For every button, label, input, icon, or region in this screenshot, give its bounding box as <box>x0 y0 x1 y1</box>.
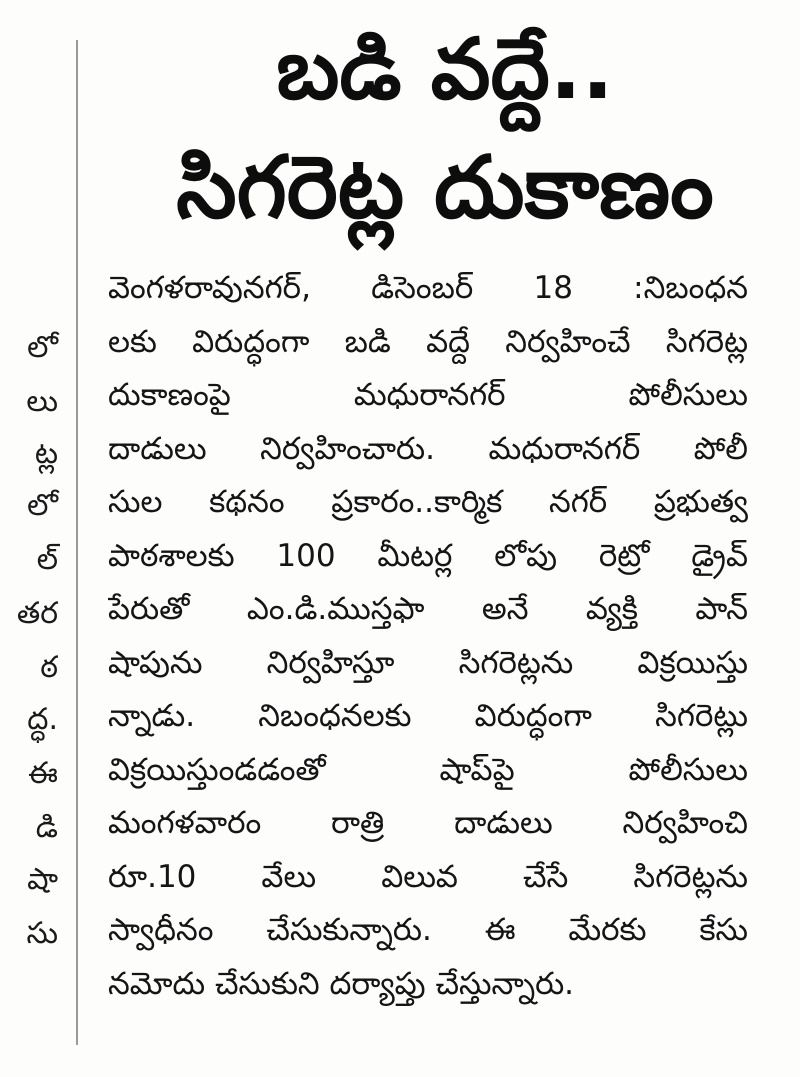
left-fragment: షా <box>27 862 58 897</box>
article-line: పేరుతో ఎం.డి.ముస్తఫా అనే వ్యక్తి పాన్ <box>108 591 748 627</box>
article-line: వెంగళరావునగర్, డిసెంబర్ 18 :నిబంధన <box>108 270 748 306</box>
article-line: నమోదు చేసుకుని దర్యాప్తు చేస్తున్నారు. <box>108 965 575 1002</box>
headline-line-2: సిగరెట్ల దుకాణం <box>176 138 714 238</box>
left-fragment: తర <box>16 596 58 631</box>
article-line: రూ.10 వేలు విలువ చేసే సిగరెట్లను <box>108 858 748 895</box>
left-fragment: సు <box>26 916 58 951</box>
article-line: మంగళవారం రాత్రి దాడులు నిర్వహించి <box>108 805 748 841</box>
article-line: షాపును నిర్వహిస్తూ సిగరెట్లను విక్రయిస్తు <box>108 644 748 681</box>
article-line: పాఠశాలకు 100 మీటర్ల లోపు రెట్రో డ్రైవ్ <box>108 537 748 574</box>
article-line: స్వాధీనం చేసుకున్నారు. ఈ మేరకు కేసు <box>108 912 748 948</box>
left-fragment: ల్ <box>36 542 58 577</box>
left-fragment: ట్ల <box>34 436 58 471</box>
column-divider <box>76 40 78 1045</box>
left-fragment: డి <box>35 810 58 845</box>
article-line: న్నాడు. నిబంధనలకు విరుద్ధంగా సిగరెట్లు <box>108 698 748 734</box>
left-fragment: లో <box>27 488 58 523</box>
article-body <box>108 262 748 1011</box>
left-fragment: లు <box>26 384 58 419</box>
article-line: దుకాణంపై మధురానగర్ పోలీసులు <box>108 377 748 413</box>
left-fragment: ఠ <box>40 650 58 685</box>
left-fragment: లో <box>27 330 58 365</box>
left-fragment: ఈ <box>28 756 58 791</box>
article-line: విక్రయిస్తుండడంతో షాప్‌పై పోలీసులు <box>108 751 748 788</box>
article-line: దాడులు నిర్వహించారు. మధురానగర్ పోలీ <box>108 430 748 467</box>
headline-line-1: బడి వద్దే.. <box>276 20 614 118</box>
article-line: సుల కథనం ప్రకారం..కార్మిక నగర్ ప్రభుత్వ <box>108 484 748 520</box>
article-line: లకు విరుద్ధంగా బడి వద్దే నిర్వహించే సిగరెట్ల <box>108 323 748 360</box>
adjacent-column-fragment <box>0 330 60 990</box>
left-fragment: ద్ధ. <box>27 702 58 737</box>
